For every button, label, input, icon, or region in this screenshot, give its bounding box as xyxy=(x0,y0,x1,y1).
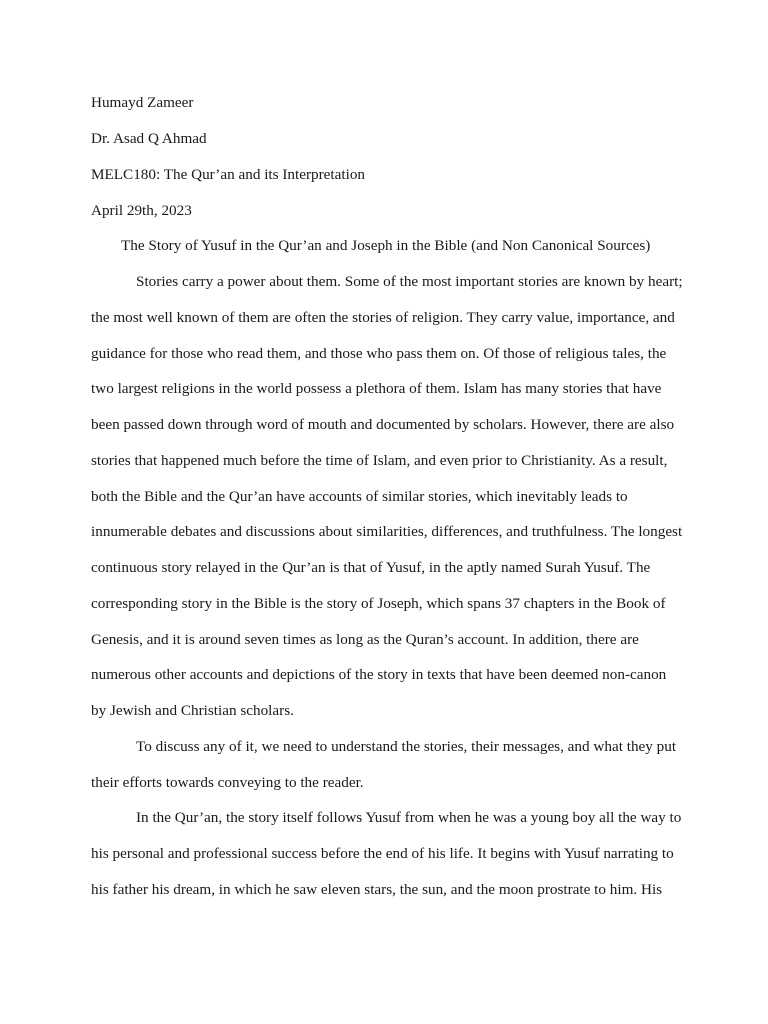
document-date: April 29th, 2023 xyxy=(91,202,192,219)
paragraph-1-line-1: Stories carry a power about them. Some of the most important stories are known by heart; xyxy=(136,273,683,290)
paragraph-3-line-2: his personal and professional success before the end of his life. It begins with Yusuf narrating to xyxy=(91,845,674,862)
paragraph-1-line-2: the most well known of them are often the stories of religion. They carry value, importance, and xyxy=(91,309,675,326)
paragraph-1-line-8: innumerable debates and discussions about similarities, differences, and truthfulness. The longest xyxy=(91,523,683,540)
paragraph-2-line-2: their efforts towards conveying to the reader. xyxy=(91,774,364,791)
paragraph-3-line-3: his father his dream, in which he saw eleven stars, the sun, and the moon prostrate to him. His xyxy=(91,881,663,898)
paragraph-1-line-12: numerous other accounts and depictions of the story in texts that have been deemed non-canon xyxy=(91,666,667,683)
paragraph-1-line-7: both the Bible and the Qur’an have accounts of similar stories, which inevitably leads to xyxy=(91,488,628,505)
paragraph-1-line-5: been passed down through word of mouth and documented by scholars. However, there are also xyxy=(91,416,675,433)
paragraph-3-line-1: In the Qur’an, the story itself follows Yusuf from when he was a young boy all the way to xyxy=(136,809,682,826)
paragraph-1-line-11: Genesis, and it is around seven times as long as the Quran’s account. In addition, there are xyxy=(91,631,639,648)
paragraph-1-line-6: stories that happened much before the time of Islam, and even prior to Christianity. As a result, xyxy=(91,452,668,469)
paragraph-1-line-3: guidance for those who read them, and those who pass them on. Of those of religious tales, the xyxy=(91,345,667,362)
paragraph-1-line-10: corresponding story in the Bible is the story of Joseph, which spans 37 chapters in the Book of xyxy=(91,595,666,612)
paragraph-1-line-13: by Jewish and Christian scholars. xyxy=(91,702,294,719)
paragraph-2-line-1: To discuss any of it, we need to understand the stories, their messages, and what they put xyxy=(136,738,677,755)
course-name: MELC180: The Qur’an and its Interpretation xyxy=(91,166,366,183)
paragraph-1-line-9: continuous story relayed in the Qur’an is that of Yusuf, in the aptly named Surah Yusuf. The xyxy=(91,559,651,576)
paragraph-1-line-4: two largest religions in the world possess a plethora of them. Islam has many stories that have xyxy=(91,380,662,397)
instructor-name: Dr. Asad Q Ahmad xyxy=(91,130,207,147)
author-name: Humayd Zameer xyxy=(91,94,194,111)
document-title: The Story of Yusuf in the Qur’an and Joseph in the Bible (and Non Canonical Sources) xyxy=(121,237,651,254)
